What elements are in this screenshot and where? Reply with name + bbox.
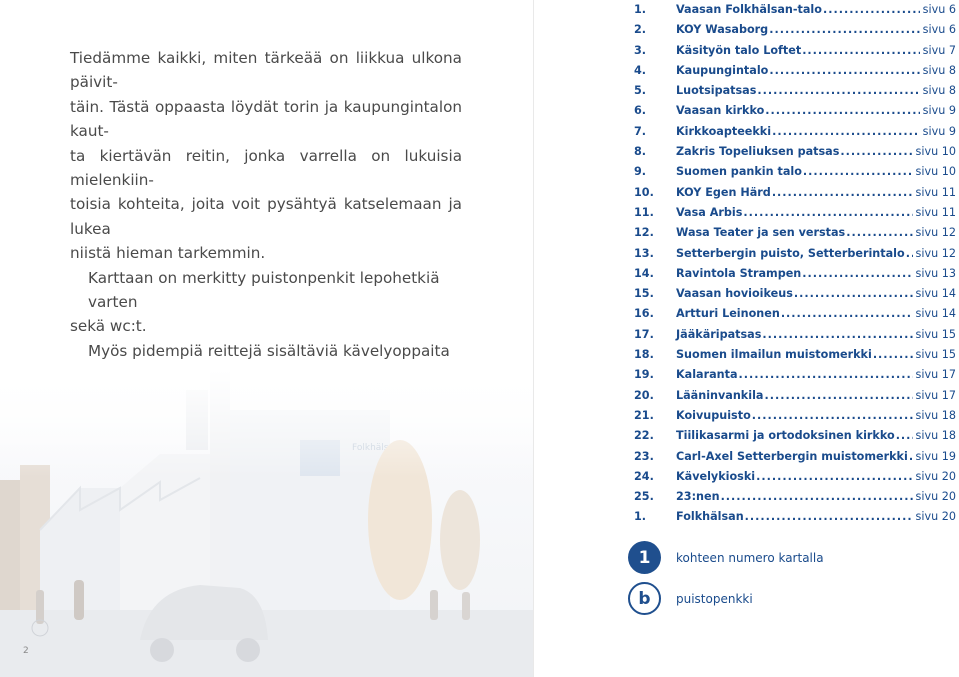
index-page: sivu 6 <box>922 23 956 37</box>
index-number: 3. <box>634 43 647 57</box>
text-line: Tiedämme kaikki, miten tärkeää on liikkua ulkona päivit- <box>70 49 462 92</box>
index-page: sivu 15 <box>915 348 956 362</box>
index-number: 25. <box>634 490 654 504</box>
index-number: 24. <box>634 469 654 483</box>
index-item <box>634 41 956 61</box>
index-number: 15. <box>634 287 654 301</box>
index-page: sivu 20 <box>915 469 956 483</box>
index-name: Vaasan hovioikeus <box>676 287 793 301</box>
dot-leader <box>745 507 913 527</box>
dot-leader <box>739 365 913 385</box>
street-photo-illustration <box>0 370 533 677</box>
dot-leader <box>762 325 912 345</box>
index-item <box>634 81 956 101</box>
index-number: 2. <box>634 23 647 37</box>
index-name: Wasa Teater ja sen verstas <box>676 226 846 240</box>
index-page: sivu 14 <box>915 287 956 301</box>
index-page: sivu 8 <box>922 63 956 77</box>
dot-leader <box>802 264 912 284</box>
index-name: Vaasan kirkko <box>676 104 765 118</box>
dot-leader <box>794 284 913 304</box>
index-name: KOY Wasaborg <box>676 23 769 37</box>
text-line: Myös pidempiä reittejä sisältäviä kävelyoppaita <box>88 341 450 360</box>
sights-index <box>634 0 956 528</box>
index-name: Kirkkoapteekki <box>676 124 772 138</box>
index-name: Ravintola Strampen <box>676 266 802 280</box>
dot-leader <box>757 81 919 101</box>
index-number: 1. <box>634 510 647 524</box>
index-item <box>634 61 956 81</box>
dot-leader <box>906 244 913 264</box>
index-name: Zakris Topeliuksen patsas <box>676 145 840 159</box>
text-line: täin. Tästä oppaasta löydät torin ja kaupungintalon kaut- <box>70 97 462 141</box>
index-page: sivu 18 <box>915 429 956 443</box>
text-line: Karttaan on merkitty puistonpenkit lepohetkiä varten <box>88 268 440 312</box>
dot-leader <box>823 0 920 20</box>
index-page: sivu 17 <box>915 368 956 382</box>
index-page: sivu 14 <box>915 307 956 321</box>
index-name: Käsityön talo Loftet <box>676 43 802 57</box>
index-page: sivu 8 <box>922 84 956 98</box>
legend-numbered <box>628 541 824 574</box>
dot-leader <box>752 406 913 426</box>
index-item <box>634 325 956 345</box>
index-number: 9. <box>634 165 647 179</box>
dot-leader <box>756 467 912 487</box>
dot-leader <box>721 487 913 507</box>
index-item <box>634 507 956 527</box>
dot-leader <box>772 183 913 203</box>
index-item <box>634 142 956 162</box>
index-page: sivu 13 <box>915 266 956 280</box>
index-page: sivu 15 <box>915 327 956 341</box>
index-item <box>634 426 956 446</box>
index-page: sivu 20 <box>915 510 956 524</box>
dot-leader <box>769 20 919 40</box>
dot-leader <box>764 386 912 406</box>
dot-leader <box>873 345 913 365</box>
index-number: 1. <box>634 3 647 16</box>
index-name: Tiilikasarmi ja ortodoksinen kirkko <box>676 429 895 443</box>
legend-label: kohteen numero kartalla <box>676 550 824 565</box>
index-page: sivu 6 <box>922 3 956 16</box>
index-number: 18. <box>634 348 654 362</box>
dot-leader <box>840 142 912 162</box>
index-number: 17. <box>634 327 654 341</box>
text-line: ta kiertävän reitin, jonka varrella on lukuisia mielenkiin- <box>70 146 462 190</box>
dot-leader <box>803 162 913 182</box>
index-name: Kaupungintalo <box>676 63 769 77</box>
index-number: 11. <box>634 205 654 219</box>
index-name: Artturi Leinonen <box>676 307 780 321</box>
index-item <box>634 365 956 385</box>
dot-leader <box>772 122 920 142</box>
bench-marker-icon: b <box>628 582 661 615</box>
index-item <box>634 487 956 507</box>
index-number: 4. <box>634 63 647 77</box>
index-item <box>634 203 956 223</box>
index-page: sivu 20 <box>915 490 956 504</box>
text-line: toisia kohteita, joita voit pysähtyä katselemaan ja lukea <box>70 195 462 238</box>
dot-leader <box>765 101 919 121</box>
dot-leader <box>846 223 912 243</box>
index-item <box>634 0 956 20</box>
dot-leader <box>781 304 913 324</box>
index-item <box>634 467 956 487</box>
photo-fade <box>0 370 533 677</box>
street-photo <box>0 370 533 677</box>
index-name: Suomen ilmailun muistomerkki <box>676 348 872 362</box>
index-item <box>634 264 956 284</box>
index-number: 12. <box>634 226 654 240</box>
index-item <box>634 386 956 406</box>
numbered-marker-icon: 1 <box>628 541 661 574</box>
index-name: Lääninvankila <box>676 388 764 402</box>
legend-bench <box>628 582 753 615</box>
index-page: sivu 18 <box>915 408 956 422</box>
index-item <box>634 284 956 304</box>
index-number: 13. <box>634 246 654 260</box>
dot-leader <box>802 41 919 61</box>
index-item <box>634 244 956 264</box>
index-item <box>634 223 956 243</box>
index-name: Kalaranta <box>676 368 738 382</box>
index-name: Suomen pankin talo <box>676 165 802 179</box>
index-item <box>634 447 956 467</box>
index-page: sivu 9 <box>922 124 956 138</box>
index-name: Kävelykioski <box>676 469 756 483</box>
index-name: Folkhälsan <box>676 510 744 524</box>
index-name: Luotsipatsas <box>676 84 757 98</box>
index-number: 14. <box>634 266 654 280</box>
index-page: sivu 11 <box>915 205 956 219</box>
index-item <box>634 183 956 203</box>
intro-paragraph-2 <box>70 266 462 339</box>
index-number: 8. <box>634 145 647 159</box>
dot-leader <box>743 203 912 223</box>
index-name: Koivupuisto <box>676 408 751 422</box>
index-page: sivu 7 <box>922 43 956 57</box>
index-number: 5. <box>634 84 647 98</box>
index-page: sivu 11 <box>915 185 956 199</box>
index-name: Vaasan Folkhälsan-talo <box>676 3 822 16</box>
index-item <box>634 122 956 142</box>
index-number: 23. <box>634 449 654 463</box>
index-name: Carl-Axel Setterbergin muistomerkki <box>676 449 908 463</box>
legend-label: puistopenkki <box>676 591 753 606</box>
index-number: 19. <box>634 368 654 382</box>
index-number: 6. <box>634 104 647 118</box>
index-name: Jääkäripatsas <box>676 327 762 341</box>
index-number: 22. <box>634 429 654 443</box>
index-page: sivu 12 <box>915 246 956 260</box>
dot-leader <box>769 61 919 81</box>
index-name: 23:nen <box>676 490 720 504</box>
text-line: niistä hieman tarkemmin. <box>70 244 266 263</box>
index-number: 21. <box>634 408 654 422</box>
index-page: sivu 10 <box>915 145 956 159</box>
page-number: 2 <box>23 646 29 656</box>
index-number: 10. <box>634 185 654 199</box>
intro-paragraph-1 <box>70 46 462 266</box>
index-item <box>634 345 956 365</box>
index-name: Vasa Arbis <box>676 205 743 219</box>
text-line: sekä wc:t. <box>70 317 147 336</box>
index-number: 7. <box>634 124 647 138</box>
index-name: KOY Egen Härd <box>676 185 771 199</box>
index-item <box>634 20 956 40</box>
index-item <box>634 406 956 426</box>
index-number: 20. <box>634 388 654 402</box>
index-item <box>634 162 956 182</box>
index-page: sivu 10 <box>915 165 956 179</box>
index-page: sivu 9 <box>922 104 956 118</box>
index-page: sivu 19 <box>915 449 956 463</box>
dot-leader <box>909 447 913 467</box>
page-divider <box>533 0 534 677</box>
index-page: sivu 17 <box>915 388 956 402</box>
index-item <box>634 304 956 324</box>
index-page: sivu 12 <box>915 226 956 240</box>
dot-leader <box>896 426 913 446</box>
index-name: Setterbergin puisto, Setterberintalo <box>676 246 905 260</box>
index-item <box>634 101 956 121</box>
index-number: 16. <box>634 307 654 321</box>
